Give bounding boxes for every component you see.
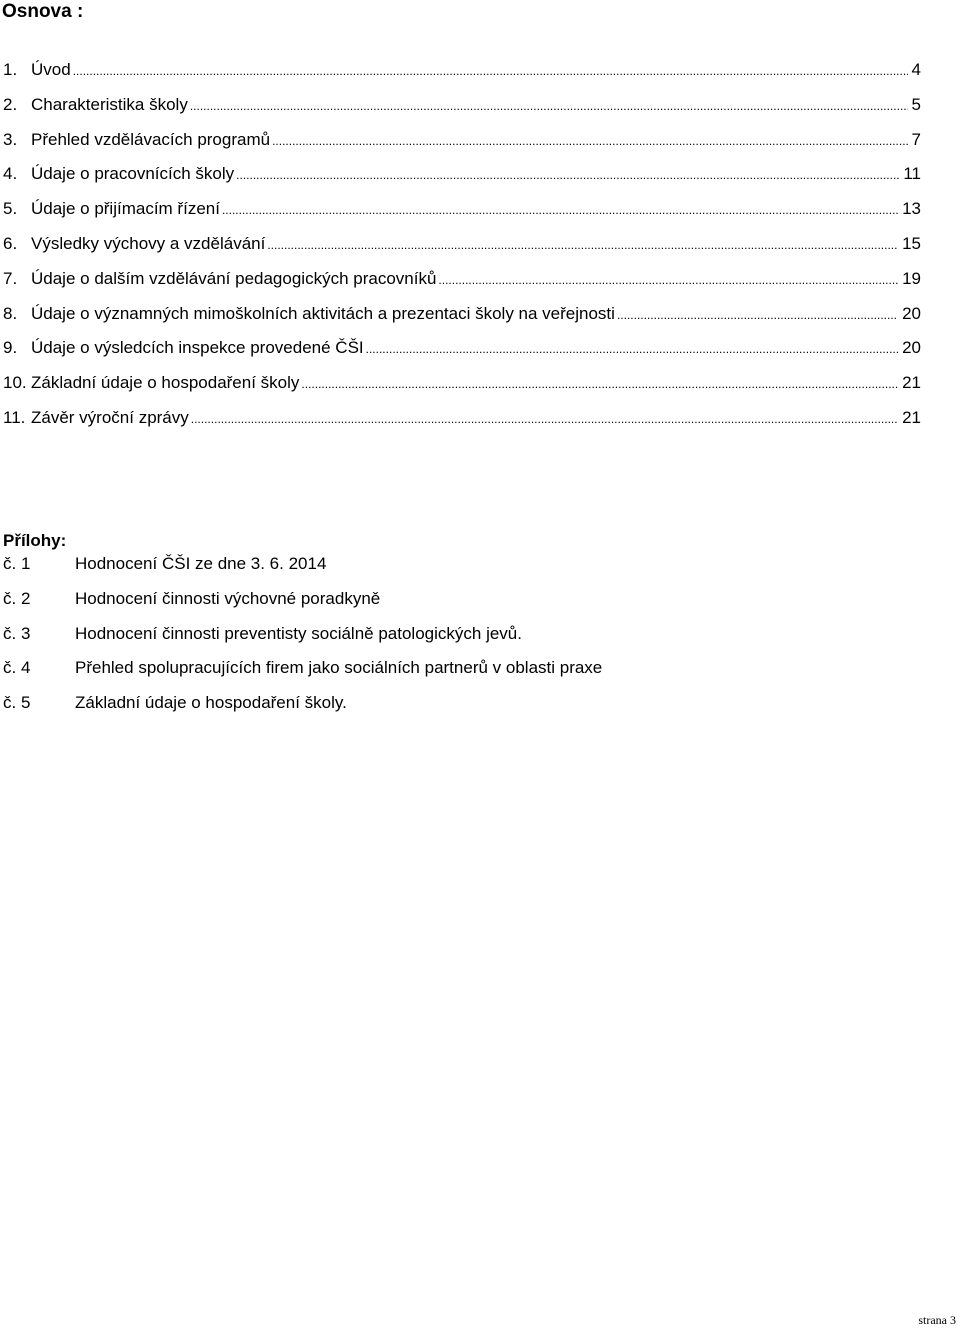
toc-title: Údaje o pracovnících školy <box>31 164 235 184</box>
dot-leader <box>73 59 908 83</box>
dot-leader <box>366 337 898 361</box>
appendix-text: Hodnocení činnosti výchovné poradkyně <box>75 588 381 608</box>
toc-page-number: 7 <box>911 129 921 149</box>
table-of-contents <box>3 58 921 441</box>
toc-title: Úvod <box>31 60 71 79</box>
toc-number: 8. <box>3 303 18 323</box>
toc-number: 7. <box>3 268 18 288</box>
toc-entry[interactable] <box>3 162 921 197</box>
dot-leader <box>617 303 898 327</box>
toc-page-number: 15 <box>902 233 921 253</box>
toc-page-number: 4 <box>911 60 921 79</box>
toc-number: 6. <box>3 233 18 253</box>
toc-page-number: 19 <box>902 268 921 288</box>
toc-title: Přehled vzdělávacích programů <box>31 129 271 149</box>
toc-title: Údaje o dalším vzdělávání pedagogických pracovníků <box>31 268 437 288</box>
dot-leader <box>272 129 907 153</box>
toc-title: Údaje o výsledcích inspekce provedené ČŠI <box>31 338 364 358</box>
toc-number: 3. <box>3 129 18 149</box>
toc-number: 1. <box>3 60 18 79</box>
appendices-list <box>3 552 602 726</box>
toc-title: Výsledky výchovy a vzdělávání <box>31 233 266 253</box>
toc-number: 5. <box>3 199 18 219</box>
appendix-number: č. 4 <box>3 658 31 678</box>
appendix-number: č. 5 <box>3 693 31 713</box>
toc-entry[interactable] <box>3 267 921 302</box>
toc-number: 11. <box>3 407 26 427</box>
appendix-item <box>3 691 602 726</box>
toc-entry[interactable] <box>3 128 921 163</box>
toc-entry[interactable] <box>3 406 921 441</box>
page-title: Osnova : <box>2 1 84 22</box>
dot-leader <box>222 198 898 222</box>
toc-page-number: 20 <box>902 303 921 323</box>
toc-entry[interactable] <box>3 371 921 406</box>
appendix-text: Hodnocení ČŠI ze dne 3. 6. 2014 <box>75 554 327 573</box>
dot-leader <box>438 268 898 292</box>
toc-title: Základní údaje o hospodaření školy <box>31 373 300 393</box>
toc-page-number: 21 <box>902 373 921 393</box>
page-number-footer: strana 3 <box>918 1313 956 1327</box>
appendix-text: Hodnocení činnosti preventisty sociálně patologických jevů. <box>75 623 522 643</box>
toc-entry[interactable] <box>3 336 921 371</box>
toc-number: 9. <box>3 338 18 358</box>
toc-page-number: 11 <box>903 164 921 184</box>
appendices-heading: Přílohy: <box>3 531 67 550</box>
dot-leader <box>191 407 898 431</box>
toc-entry[interactable] <box>3 232 921 267</box>
toc-title: Závěr výroční zprávy <box>31 407 189 427</box>
toc-page-number: 21 <box>902 407 921 427</box>
dot-leader <box>267 233 898 257</box>
toc-page-number: 5 <box>911 94 921 114</box>
toc-entry[interactable] <box>3 58 921 93</box>
appendix-number: č. 3 <box>3 623 31 643</box>
toc-entry[interactable] <box>3 93 921 128</box>
toc-entry[interactable] <box>3 302 921 337</box>
appendix-number: č. 1 <box>3 554 31 573</box>
appendix-text: Přehled spolupracujících firem jako sociálních partnerů v oblasti praxe <box>75 658 603 678</box>
toc-title: Charakteristika školy <box>31 94 188 114</box>
toc-title: Údaje o významných mimoškolních aktivitách a prezentaci školy na veřejnosti <box>31 303 615 323</box>
appendix-item <box>3 622 602 657</box>
appendix-item <box>3 656 602 691</box>
toc-number: 4. <box>3 164 18 184</box>
dot-leader <box>236 163 899 187</box>
appendix-text: Základní údaje o hospodaření školy. <box>75 693 347 713</box>
toc-page-number: 20 <box>902 338 921 358</box>
toc-number: 10. <box>3 373 27 393</box>
toc-title: Údaje o přijímacím řízení <box>31 199 220 219</box>
toc-number: 2. <box>3 94 18 114</box>
appendix-item <box>3 587 602 622</box>
appendix-item <box>3 552 602 587</box>
toc-page-number: 13 <box>902 199 921 219</box>
dot-leader <box>301 372 898 396</box>
toc-entry[interactable] <box>3 197 921 232</box>
appendix-number: č. 2 <box>3 588 31 608</box>
dot-leader <box>190 94 908 118</box>
